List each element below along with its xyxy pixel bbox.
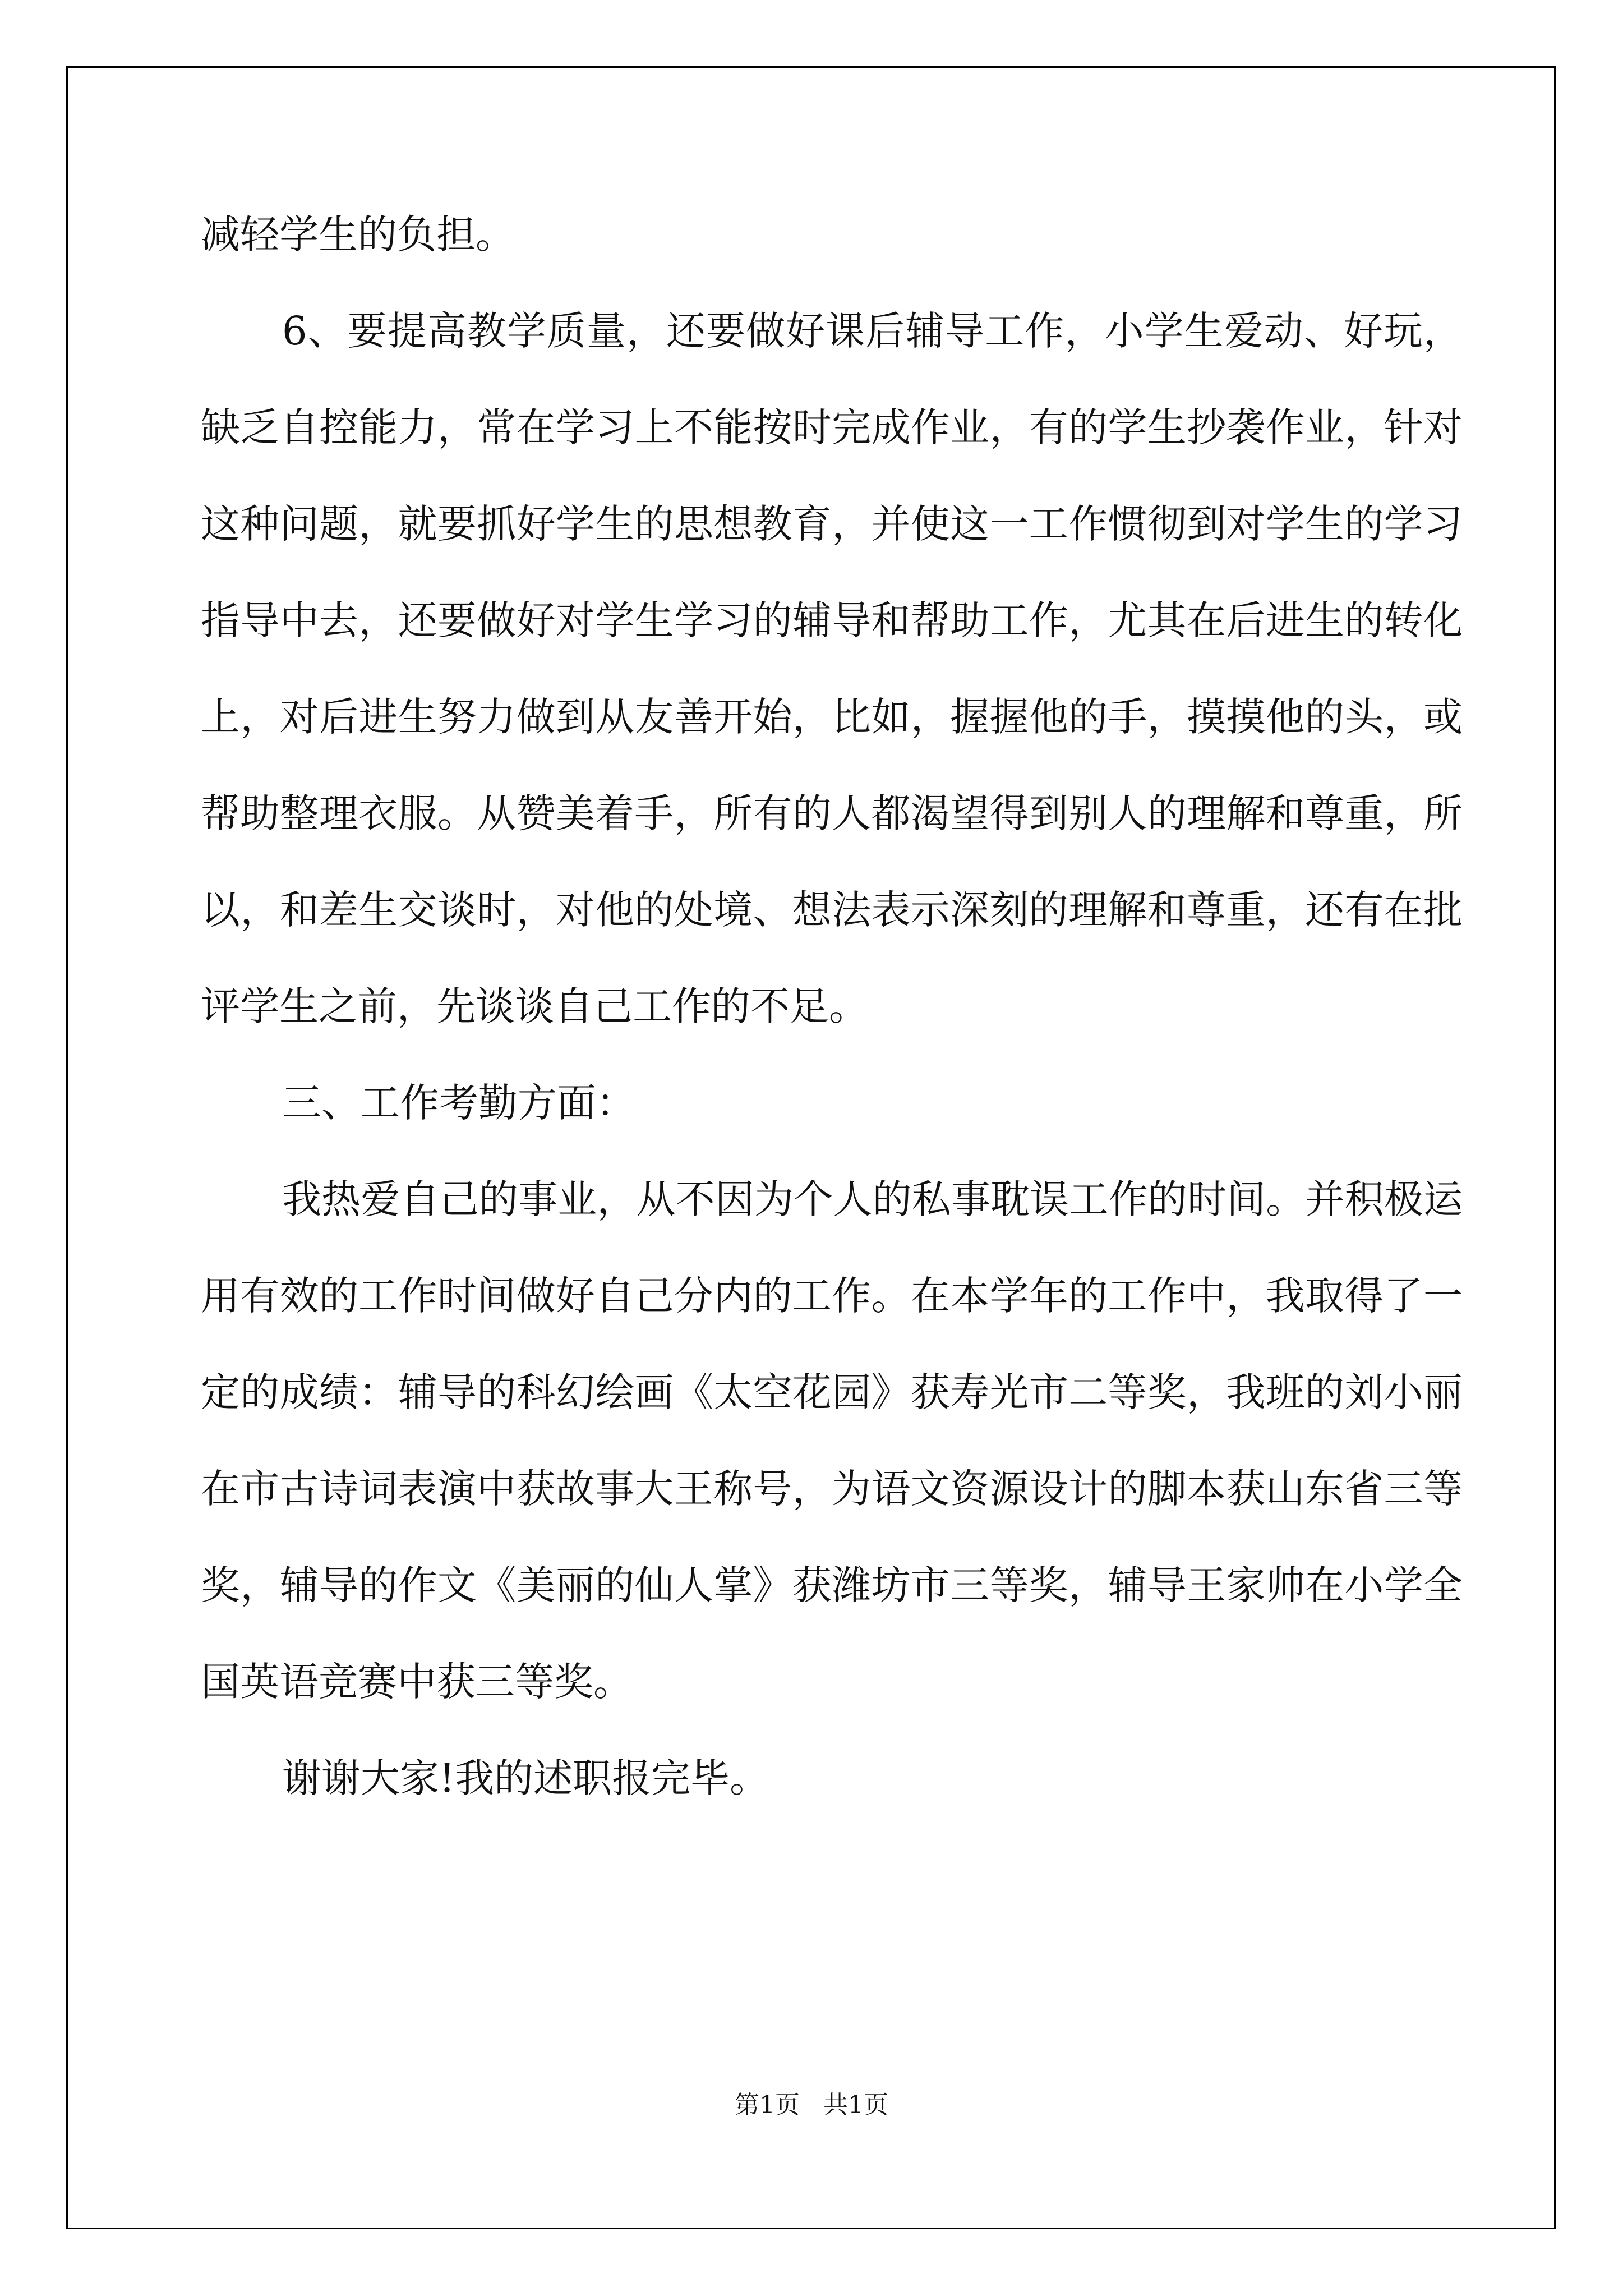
paragraph-1: 减轻学生的负担。 — [201, 211, 515, 257]
document-body — [201, 186, 1463, 1826]
section-heading-attendance: 三、工作考勤方面： — [282, 1080, 635, 1126]
closing-paragraph: 谢谢大家!我的述职报完毕。 — [282, 1755, 769, 1801]
page-total: 共1页 — [823, 2091, 888, 2119]
page-number: 第1页 — [735, 2091, 800, 2119]
paragraph-3: 我热爱自己的事业，从不因为个人的私事耽误工作的时间。并积极运用有效的工作时间做好自己分内的工作。在本学年的工作中，我取得了一定的成绩：辅导的科幻绘画《太空花园》获寿光市二等奖，我班的刘小丽在市古诗词表演中获故事大王称号，为语文资源设计的脚本获山东省三等奖，辅导的作文《美丽的仙人掌》获潍坊市三等奖，辅导王家帅在小学全国英语竞赛中获三等奖。 — [201, 1176, 1463, 1705]
page-footer — [0, 2085, 1623, 2120]
paragraph-2: 6、要提高教学质量，还要做好课后辅导工作，小学生爱动、好玩，缺乏自控能力，常在学习上不能按时完成作业，有的学生抄袭作业，针对这种问题，就要抓好学生的思想教育，并使这一工作惯彻到对学生的学习指导中去，还要做好对学生学习的辅导和帮助工作，尤其在后进生的转化上，对后进生努力做到从友善开始，比如，握握他的手，摸摸他的头，或帮助整理衣服。从赞美着手，所有的人都渴望得到别人的理解和尊重，所以，和差生交谈时，对他的处境、想法表示深刻的理解和尊重，还有在批评学生之前，先谈谈自己工作的不足。 — [201, 308, 1463, 1029]
